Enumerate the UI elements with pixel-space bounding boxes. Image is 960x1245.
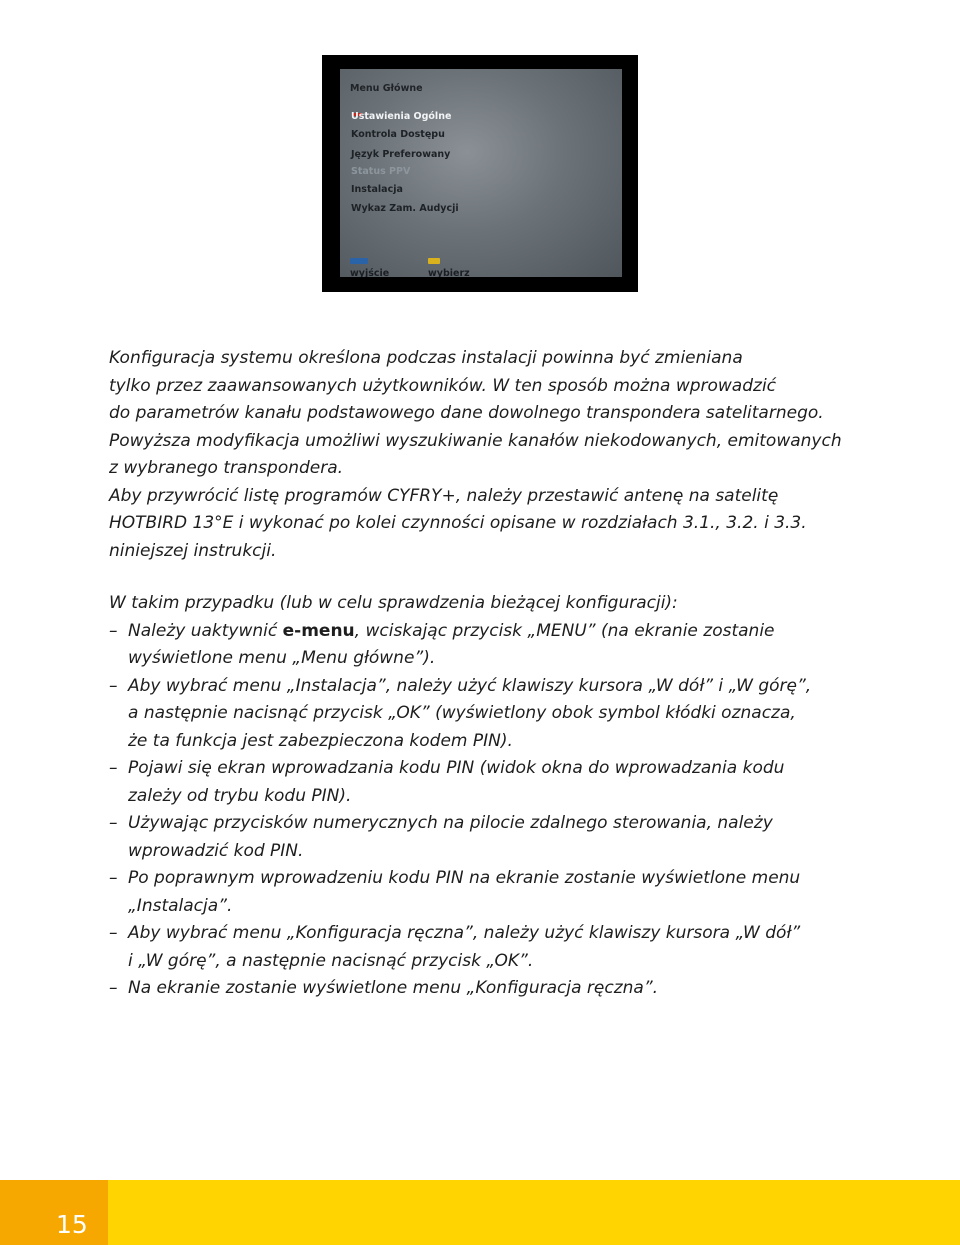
page-number: 15: [56, 1210, 88, 1239]
intro-line: niniejszej instrukcji.: [109, 540, 277, 561]
step-line: Na ekranie zostanie wyświetlone menu „Konfiguracja ręczna”.: [128, 978, 659, 998]
step-dash: –: [109, 675, 118, 696]
intro-line: do parametrów kanału podstawowego dane dowolnego transpondera satelitarnego.: [109, 403, 824, 423]
intro-line: Aby przywrócić listę programów CYFRY+, należy przestawić antenę na satelitę: [109, 485, 779, 506]
step-line: a następnie nacisnąć przycisk „OK” (wyświetlony obok symbol kłódki oznacza,: [128, 703, 796, 723]
step-line: Używając przycisków numerycznych na pilocie zdalnego sterowania, należy: [128, 813, 773, 833]
step-line: wprowadzić kod PIN.: [128, 840, 304, 861]
step-dash: –: [109, 758, 118, 778]
page-number-tab: [0, 1180, 108, 1245]
step-dash: –: [109, 978, 118, 998]
intro-line: z wybranego transpondera.: [109, 458, 344, 478]
step-dash: –: [109, 620, 118, 641]
step-text: , wciskając przycisk „MENU” (na ekranie zostanie: [354, 620, 775, 641]
intro-line: tylko przez zaawansowanych użytkowników. W ten sposób można wprowadzić: [109, 375, 777, 396]
steps-intro: W takim przypadku (lub w celu sprawdzenia bieżącej konfiguracji):: [109, 593, 678, 613]
step-item: [109, 865, 849, 920]
ok-key-chip: [428, 258, 440, 264]
step-item: [109, 755, 849, 810]
e-menu-term: e-menu: [282, 620, 355, 641]
step-line: wyświetlone menu „Menu główne”).: [128, 648, 436, 668]
step-item: [109, 618, 849, 673]
step-line: [128, 618, 849, 646]
step-item: [109, 975, 849, 1003]
step-line: zależy od trybu kodu PIN).: [128, 785, 352, 806]
step-dash: –: [109, 868, 118, 888]
step-dash: –: [109, 923, 118, 943]
tv-screen-photo: [322, 55, 638, 292]
step-line: Po poprawnym wprowadzeniu kodu PIN na ekranie zostanie wyświetlone menu: [128, 868, 801, 888]
step-line: Pojawi się ekran wprowadzania kodu PIN (widok okna do wprowadzania kodu: [128, 758, 785, 778]
step-line: „Instalacja”.: [128, 895, 233, 916]
step-line: że ta funkcja jest zabezpieczona kodem PIN).: [128, 730, 513, 751]
step-text: Należy uaktywnić: [128, 620, 283, 641]
step-line: Aby wybrać menu „Konfiguracja ręczna”, należy użyć klawiszy kursora „W dół”: [128, 923, 801, 943]
footer-band: [0, 1180, 960, 1245]
step-item: [109, 673, 849, 756]
intro-line: Powyższa modyfikacja umożliwi wyszukiwanie kanałów niekodowanych, emitowanych: [109, 430, 842, 451]
step-dash: –: [109, 813, 118, 833]
menu-item-wykaz-zam-audycji[interactable]: Wykaz Zam. Audycji: [351, 203, 459, 214]
intro-line: HOTBIRD 13°E i wykonać po kolei czynności opisane w rozdziałach 3.1., 3.2. i 3.3.: [109, 513, 807, 533]
menu-item-kontrola-dostepu[interactable]: Kontrola Dostępu: [351, 129, 445, 140]
menu-item-jezyk-preferowany[interactable]: Język Preferowany: [351, 149, 451, 160]
menu-key-chip: [350, 258, 368, 264]
menu-screen: [340, 69, 622, 277]
step-item: [109, 810, 849, 865]
step-line: Aby wybrać menu „Instalacja”, należy użyć klawiszy kursora „W dół” i „W górę”,: [128, 675, 812, 696]
menu-title: Menu Główne: [350, 83, 423, 94]
intro-line: Konfiguracja systemu określona podczas instalacji powinna być zmieniana: [109, 348, 743, 368]
select-softkey-label[interactable]: wybierz: [428, 268, 470, 277]
menu-item-ustawienia-ogolne[interactable]: Ustawienia Ogólne: [351, 111, 452, 122]
body-text: [109, 345, 849, 1003]
step-line: i „W górę”, a następnie nacisnąć przycisk „OK”.: [128, 950, 534, 971]
menu-item-instalacja[interactable]: Instalacja: [351, 184, 403, 195]
paragraph-gap: [109, 565, 849, 590]
step-item: [109, 920, 849, 975]
menu-item-status-ppv[interactable]: Status PPV: [351, 166, 411, 177]
exit-softkey-label[interactable]: wyjście: [350, 268, 390, 277]
